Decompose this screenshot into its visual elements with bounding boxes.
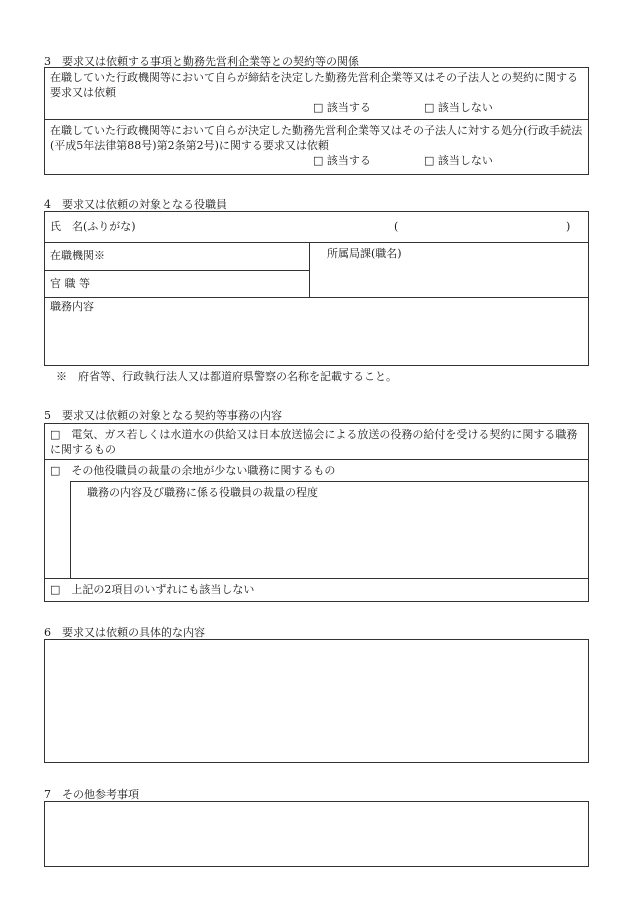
divider bbox=[44, 459, 589, 460]
section-3-title: 3 要求又は依頼する事項と勤務先営利企業等との契約等の関係 bbox=[44, 55, 359, 68]
specific-content-box[interactable] bbox=[44, 639, 589, 763]
duties-label: 職務内容 bbox=[50, 300, 94, 313]
section-7-title: 7 その他参考事項 bbox=[44, 788, 139, 801]
name-furigana-close-paren: ) bbox=[566, 220, 571, 233]
section-4-note: ※ 府省等、行政執行法人又は都道府県警察の名称を記載すること。 bbox=[56, 370, 397, 383]
row-1-not-applicable-checkbox[interactable]: □ 該当しない bbox=[424, 101, 493, 114]
divider bbox=[70, 481, 589, 482]
divider bbox=[44, 119, 589, 120]
divider bbox=[44, 297, 589, 298]
option-low-discretion-checkbox[interactable]: □ その他役職員の裁量の余地が少ない職務に関するもの bbox=[50, 464, 336, 477]
name-furigana-open-paren: ( bbox=[394, 220, 399, 233]
organization-label: 在職機関※ bbox=[50, 249, 105, 262]
section-6-title: 6 要求又は依頼の具体的な内容 bbox=[44, 626, 205, 639]
divider bbox=[309, 242, 310, 297]
other-reference-box[interactable] bbox=[44, 801, 589, 867]
divider bbox=[44, 578, 589, 579]
section-4-table bbox=[44, 211, 589, 366]
section-4-title: 4 要求又は依頼の対象となる役職員 bbox=[44, 198, 227, 211]
department-label: 所属局課(職名) bbox=[327, 247, 402, 260]
section-3-row-1-text: 在職していた行政機関等において自らが締結を決定した勤務先営利企業等又はその子法人との契約に関する要求又は依頼 bbox=[50, 71, 578, 99]
divider bbox=[70, 481, 71, 578]
section-3-row-2-text: 在職していた行政機関等において自らが決定した勤務先営利企業等又はその子法人に対する処分(行政手続法(平成5年法律第88号)第2条第2号)に関する要求又は依頼 bbox=[50, 124, 583, 152]
divider bbox=[44, 270, 309, 271]
row-2-not-applicable-checkbox[interactable]: □ 該当しない bbox=[424, 154, 493, 167]
row-1-applicable-checkbox[interactable]: □ 該当する bbox=[313, 101, 371, 114]
option-utility-contract-checkbox[interactable]: □ 電気、ガス若しくは水道水の供給又は日本放送協会による放送の役務の給付を受ける契約に関する職務に関するもの bbox=[50, 428, 578, 456]
rank-label: 官 職 等 bbox=[50, 277, 90, 290]
row-2-applicable-checkbox[interactable]: □ 該当する bbox=[313, 154, 371, 167]
name-label: 氏 名(ふりがな) bbox=[50, 220, 136, 233]
discretion-detail-label: 職務の内容及び職務に係る役職員の裁量の程度 bbox=[87, 486, 318, 499]
section-5-title: 5 要求又は依頼の対象となる契約等事務の内容 bbox=[44, 409, 282, 422]
divider bbox=[44, 242, 589, 243]
option-none-applicable-checkbox[interactable]: □ 上記の2項目のいずれにも該当しない bbox=[50, 583, 255, 596]
